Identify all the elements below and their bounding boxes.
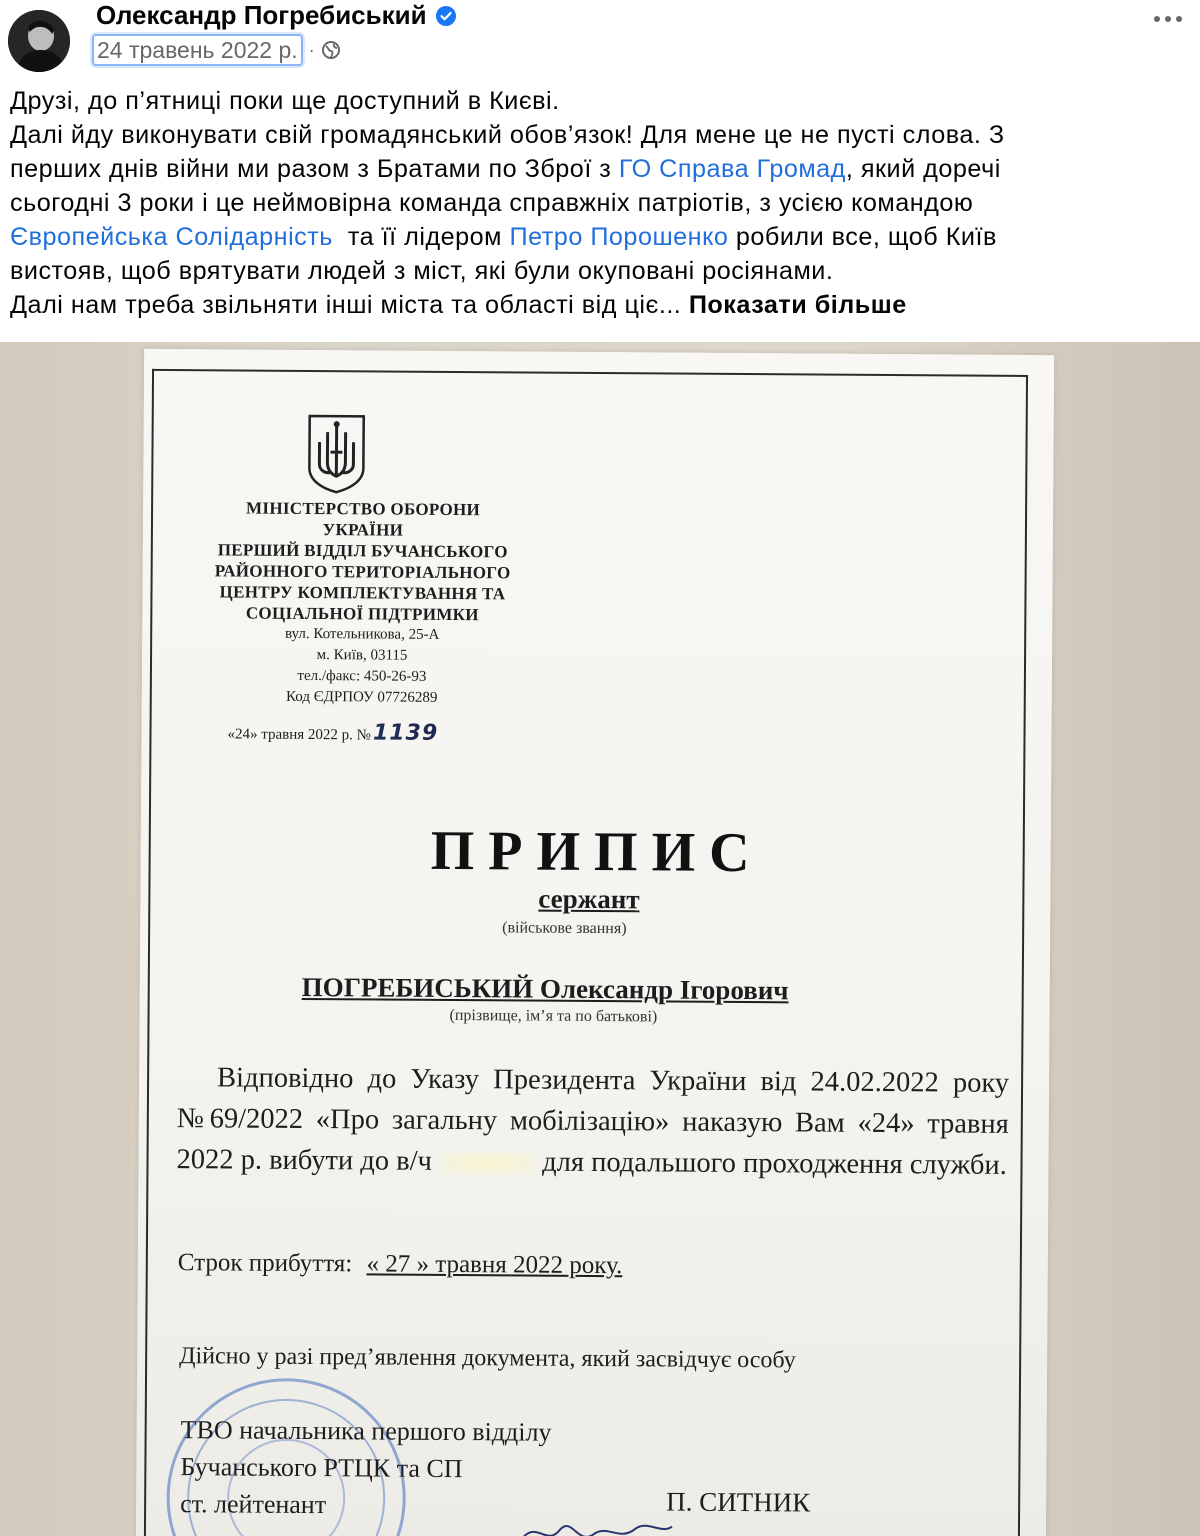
post-author[interactable] [96,0,457,31]
issuer-address: вул. Котельникова, 25-А [284,625,440,643]
post-text-line [10,220,1190,254]
redacted-unit-number [439,1151,535,1176]
signer-unit: Бучанського РТЦК та СП [180,1452,463,1484]
signer-name: П. СИТНИК [666,1486,811,1518]
post-timestamp-link[interactable]: 24 травень 2022 р. [92,34,303,66]
post-text-segment: та її лідером [332,223,510,251]
post-message [10,84,1190,322]
issuer-phone: тел./факс: 450-26-93 [297,667,427,685]
post-text-line: Далі йду виконувати свій громадянський обов’язок! Для мене це не пусті слова. З [10,121,1005,149]
deadline-label: Строк прибуття: [177,1249,353,1278]
signer-rank: ст. лейтенант [180,1489,327,1520]
issuer-header [172,497,553,710]
link-petro-poroshenko[interactable]: Петро Порошенко [509,223,729,251]
post-text-segment: перших днів війни ми разом з Братами по Зброї з [10,155,619,183]
issuer-line: ПЕРШИЙ ВІДДІЛ БУЧАНСЬКОГО [217,540,508,562]
globe-icon[interactable] [321,40,341,60]
more-options-icon[interactable] [1154,16,1182,22]
issuer-city: м. Київ, 03115 [316,647,408,664]
validity-note: Дійсно у разі пред’явлення документа, який засвідчує особу [179,1343,796,1374]
order-paragraph [176,1057,1009,1186]
handwritten-number: 1139 [372,720,439,746]
name-caption: (прізвище, ім’я та по батькові) [449,1006,658,1026]
signer-position: ТВО начальника першого відділу [180,1415,552,1447]
post-text-line [10,152,1190,186]
link-european-solidarity[interactable]: Європейська Солідарність [10,223,333,251]
recipient-name: ПОГРЕБИСЬКИЙ Олександр Ігорович [301,971,789,1006]
issuer-line: ЦЕНТРУ КОМПЛЕКТУВАННЯ ТА [219,582,506,604]
coat-of-arms-icon [305,412,368,494]
post-text-segment: Далі нам треба звільняти інші міста та області від ціє... [10,291,682,319]
deadline-value: « 27 » травня 2022 року. [366,1250,623,1280]
order-text: Відповідно до Указу Президента України від 24.02.2022 року №69/2022 «Про загальну мобілізацію» наказую Вам «24» травня 2022 р. вибути до в/ч [176,1062,1010,1177]
arrival-deadline [178,1249,623,1280]
military-rank: сержант [538,883,640,915]
issuer-line: МІНІСТЕРСТВО ОБОРОНИ [246,498,481,520]
signature-block [180,1411,552,1525]
see-more-link[interactable]: Показати більше [688,291,907,319]
post-text-segment: робили все, щоб Київ [728,223,997,251]
author-avatar[interactable] [8,10,70,72]
post-meta [92,34,341,66]
verified-badge-icon [435,5,457,27]
issuer-line: УКРАЇНИ [322,520,404,540]
author-name-text[interactable]: Олександр Погребиський [96,0,427,30]
order-text-end: для подальшого проходження служби. [542,1146,1007,1181]
issuer-edrpou: Код ЄДРПОУ 07726289 [286,688,438,706]
signature-icon [516,1511,676,1536]
rank-caption: (військове звання) [502,919,627,938]
avatar-photo [8,10,70,72]
post-text-line: Друзі, до п’ятниці поки ще доступний в Києві. [10,87,560,115]
document-title: ПРИПИС [430,819,764,885]
issuer-line: РАЙОННОГО ТЕРИТОРІАЛЬНОГО [214,561,511,583]
link-go-sprava-hromad[interactable]: ГО Справа Громад [618,155,846,183]
document-sheet [136,349,1054,1536]
post-text-segment: , який доречі [845,155,1001,183]
post-photo[interactable] [0,342,1200,1536]
outgoing-reference [227,719,438,745]
post-text-line [10,288,1190,322]
meta-separator: · [308,39,315,60]
post-text-line: вистояв, щоб врятувати людей з міст, які були окуповані росіянами. [10,257,834,285]
issuer-line: СОЦІАЛЬНОЇ ПІДТРИМКИ [245,603,479,625]
outgoing-date: «24» травня 2022 р. № [227,726,372,744]
post-text-line: сьогодні 3 роки і це неймовірна команда справжніх патріотів, з усією командою [10,189,974,217]
